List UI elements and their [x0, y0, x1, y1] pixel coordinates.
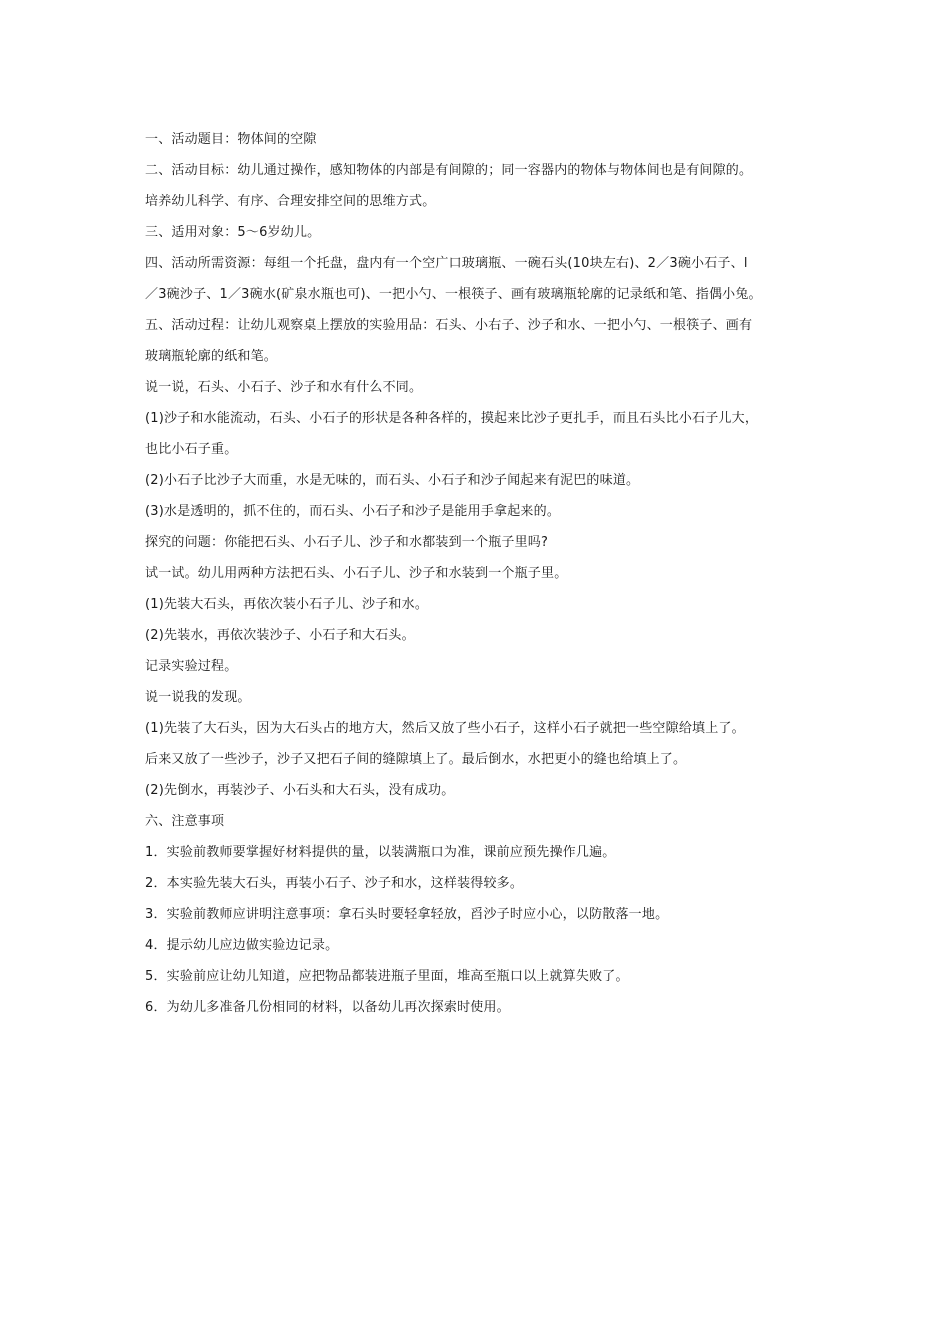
difference-item-1-cont: 也比小石子重。: [145, 442, 238, 457]
difference-item-2: (2)小石子比沙子大而重，水是无味的，而石头、小石子和沙子闻起来有泥巴的味道。: [145, 473, 640, 488]
resources-line-cont: ／3碗沙子、1／3碗水(矿泉水瓶也可)、一把小勺、一根筷子、画有玻璃瓶轮廓的记录纸和笔、指偶小兔。: [145, 287, 762, 302]
record-line: 记录实验过程。: [145, 659, 238, 674]
resources-line: 四、活动所需资源：每组一个托盘，盘内有一个空广口玻璃瓶、一碗石头(10块左右)、2／3碗小石子、l: [145, 256, 748, 271]
target-audience-line: 三、适用对象：5～6岁幼儿。: [145, 225, 321, 240]
notes-heading: 六、注意事项: [145, 814, 225, 829]
difference-item-1: (1)沙子和水能流动，石头、小石子的形状是各种各样的，摸起来比沙子更扎手，而且石头比小石子儿大，: [145, 411, 759, 426]
finding-item-1: (1)先装了大石头，因为大石头占的地方大，然后又放了些小石子，这样小石子就把一些空隙给填上了。: [145, 721, 745, 736]
method-item-2: (2)先装水，再依次装沙子、小石子和大石头。: [145, 628, 415, 643]
note-item-3: 3．实验前教师应讲明注意事项：拿石头时要轻拿轻放，舀沙子时应小心，以防散落一地。: [145, 907, 669, 922]
activity-goal-line: 二、活动目标：幼儿通过操作，感知物体的内部是有间隙的；同一容器内的物体与物体间也是有间隙的。: [145, 163, 753, 178]
method-item-1: (1)先装大石头，再依次装小石子儿、沙子和水。: [145, 597, 429, 612]
try-line: 试一试。幼儿用两种方法把石头、小石子儿、沙子和水装到一个瓶子里。: [145, 566, 568, 581]
process-line-cont: 玻璃瓶轮廓的纸和笔。: [145, 349, 278, 364]
activity-goal-line-cont: 培养幼儿科学、有序、合理安排空间的思维方式。: [145, 194, 436, 209]
activity-title-line: 一、活动题目：物体间的空隙: [145, 132, 317, 147]
note-item-6: 6．为幼儿多准备几份相同的材料，以备幼儿再次探索时使用。: [145, 1000, 510, 1015]
note-item-2: 2．本实验先装大石头，再装小石子、沙子和水，这样装得较多。: [145, 876, 524, 891]
document-body: [145, 124, 825, 1023]
discussion-line: 说一说，石头、小石子、沙子和水有什么不同。: [145, 380, 423, 395]
process-line: 五、活动过程：让幼儿观察桌上摆放的实验用品：石头、小右子、沙子和水、一把小勺、一根筷子、画有: [145, 318, 753, 333]
findings-line: 说一说我的发现。: [145, 690, 251, 705]
difference-item-3: (3)水是透明的，抓不住的，而石头、小石子和沙子是能用手拿起来的。: [145, 504, 561, 519]
finding-item-2: (2)先倒水，再装沙子、小石头和大石头，没有成功。: [145, 783, 455, 798]
note-item-4: 4．提示幼儿应边做实验边记录。: [145, 938, 339, 953]
finding-item-1-cont: 后来又放了一些沙子，沙子又把石子间的缝隙填上了。最后倒水，水把更小的缝也给填上了。: [145, 752, 687, 767]
note-item-1: 1．实验前教师要掌握好材料提供的量，以装满瓶口为准，课前应预先操作几遍。: [145, 845, 616, 860]
note-item-5: 5．实验前应让幼儿知道，应把物品都装进瓶子里面，堆高至瓶口以上就算失败了。: [145, 969, 629, 984]
question-line: 探究的问题：你能把石头、小石子儿、沙子和水都装到一个瓶子里吗?: [145, 535, 549, 550]
